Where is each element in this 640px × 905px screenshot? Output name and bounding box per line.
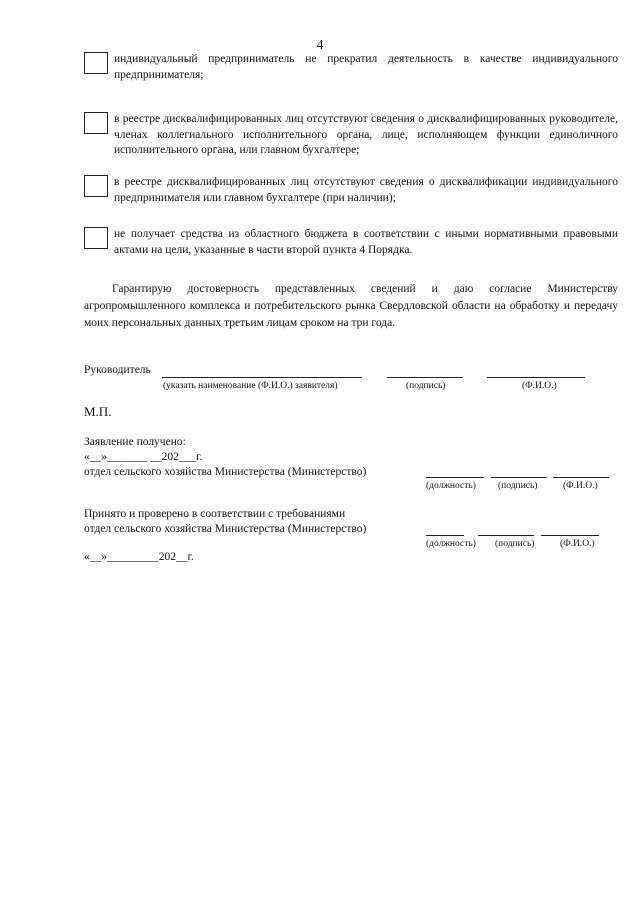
fio-hint: (Ф.И.О.) xyxy=(563,481,598,491)
checklist-item-text: индивидуальный предприниматель не прекратил деятельность в качестве индивидуального предпринимателя; xyxy=(114,53,618,81)
signature-line[interactable] xyxy=(478,535,534,536)
checklist-item-text: в реестре дисквалифицированных лиц отсутствуют сведения о дисквалификации индивидуального предпринимателя или главном бухгалтере (при наличии); xyxy=(114,176,618,204)
checklist-item xyxy=(84,227,618,258)
position-line[interactable] xyxy=(426,477,484,478)
checked-date: «__»_________202__г. xyxy=(84,551,194,563)
received-title: Заявление получено: xyxy=(84,436,186,448)
checkbox[interactable] xyxy=(84,52,108,74)
fio-hint: (Ф.И.О.) xyxy=(522,381,557,391)
signature-hint: (подпись) xyxy=(406,381,446,391)
signature-hint: (подпись) xyxy=(495,539,535,549)
checklist-item xyxy=(84,52,618,83)
checkbox[interactable] xyxy=(84,112,108,134)
checked-dept: отдел сельского хозяйства Министерства (Министерство) xyxy=(84,523,367,535)
received-dept: отдел сельского хозяйства Министерства (Министерство) xyxy=(84,466,367,478)
checklist-item xyxy=(84,175,618,206)
guarantee-paragraph: Гарантирую достоверность представленных сведений и даю согласие Министерству агропромышленного комплекса и потребительского рынка Свердловской области на обработку и передачу моих персональных данных третьим лицам сроком на три года. xyxy=(84,283,618,329)
signer-name-line[interactable] xyxy=(162,377,362,378)
signature-line[interactable] xyxy=(491,477,547,478)
signer-label: Руководитель xyxy=(84,364,151,376)
checklist-item-text: не получает средства из областного бюджета в соответствии с иными нормативными правовыми актами на цели, указанные в части второй пункта 4 Порядка. xyxy=(114,228,618,256)
stamp-place: М.П. xyxy=(84,404,112,419)
fio-hint: (Ф.И.О.) xyxy=(560,539,595,549)
received-date: «__»_______ __202___г. xyxy=(84,451,203,463)
position-hint: (должность) xyxy=(426,539,476,549)
signature-hint: (подпись) xyxy=(498,481,538,491)
fio-line[interactable] xyxy=(487,377,585,378)
checklist-item-text: в реестре дисквалифицированных лиц отсутствуют сведения о дисквалифицированных руководителе, членах коллегиального исполнительного органа, лице, исполняющем функции единоличного исполнительного органа, или главном бухгалтере; xyxy=(114,113,618,156)
checkbox[interactable] xyxy=(84,227,108,249)
fio-line[interactable] xyxy=(553,477,609,478)
checkbox[interactable] xyxy=(84,175,108,197)
signer-name-hint: (указать наименование (Ф.И.О.) заявителя) xyxy=(163,381,338,391)
position-line[interactable] xyxy=(426,535,464,536)
fio-line[interactable] xyxy=(541,535,599,536)
checklist-item xyxy=(84,112,618,159)
checked-line1: Принято и проверено в соответствии с требованиями xyxy=(84,508,346,520)
page-number: 4 xyxy=(316,38,324,53)
signature-line[interactable] xyxy=(387,377,463,378)
position-hint: (должность) xyxy=(426,481,476,491)
